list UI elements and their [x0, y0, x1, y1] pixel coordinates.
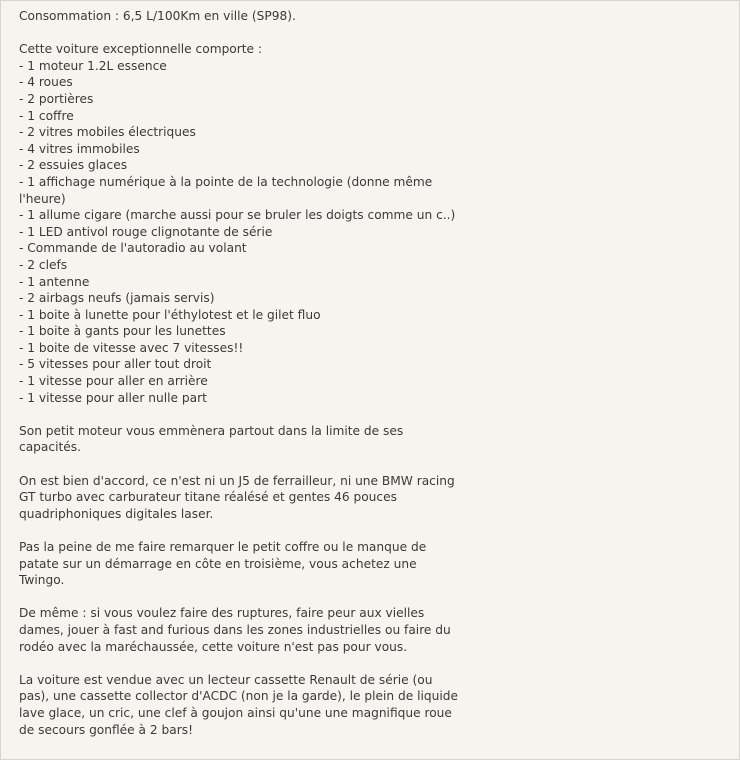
feature-item: - 1 antenne [19, 274, 90, 289]
consumption-line: Consommation : 6,5 L/100Km en ville (SP98). [19, 9, 296, 23]
feature-item: - 2 essuies glaces [19, 158, 128, 173]
trunk-paragraph [19, 539, 719, 589]
paragraph-line: pas), une cassette collector d'ACDC (non je la garde), le plein de liquide [19, 689, 458, 704]
feature-item: - 4 roues [19, 75, 73, 90]
paragraph-line: Twingo. [19, 573, 65, 588]
feature-item: - 1 vitesse pour aller nulle part [19, 390, 207, 405]
features-heading: Cette voiture exceptionnelle comporte : [19, 42, 263, 57]
paragraph-line: On est bien d'accord, ce n'est ni un J5 de ferrailleur, ni une BMW racing [19, 473, 455, 488]
paragraph-line: Son petit moteur vous emmènera partout dans la limite de ses [19, 423, 404, 438]
paragraph-line: de secours gonflée à 2 bars! [19, 722, 193, 737]
engine-paragraph [19, 423, 719, 456]
feature-item: - 2 vitres mobiles électriques [19, 125, 196, 140]
paragraph-line: dames, jouer à fast and furious dans les zones industrielles ou faire du [19, 622, 451, 637]
paragraph-line: La voiture est vendue avec un lecteur cassette Renault de série (ou [19, 672, 433, 687]
comparison-paragraph [19, 473, 719, 523]
feature-item: - 2 portières [19, 91, 94, 106]
paragraph-line: De même : si vous voulez faire des ruptures, faire peur aux vielles [19, 606, 425, 621]
feature-item: - 4 vitres immobiles [19, 141, 140, 156]
feature-item: - 1 vitesse pour aller en arrière [19, 374, 208, 389]
feature-item: - 1 coffre [19, 108, 74, 123]
feature-item: - 2 airbags neufs (jamais servis) [19, 291, 215, 306]
listing-text [19, 8, 719, 755]
feature-item: - 1 moteur 1.2L essence [19, 58, 167, 73]
feature-item: l'heure) [19, 191, 66, 206]
extras-paragraph [19, 672, 719, 738]
paragraph-line: Pas la peine de me faire remarquer le petit coffre ou le manque de [19, 540, 427, 554]
feature-item: - Commande de l'autoradio au volant [19, 241, 247, 256]
paragraph-line: lave glace, un cric, une clef à goujon ainsi qu'une une magnifique roue [19, 705, 452, 720]
paragraph-line: capacités. [19, 440, 81, 455]
feature-item: - 1 LED antivol rouge clignotante de série [19, 224, 273, 239]
paragraph-line: quadriphoniques digitales laser. [19, 506, 214, 521]
paragraph-line: GT turbo avec carburateur titane réalésé et gentes 46 pouces [19, 490, 397, 505]
feature-item: - 1 boite de vitesse avec 7 vitesses!! [19, 340, 244, 355]
feature-item: - 1 boite à gants pour les lunettes [19, 324, 226, 339]
features-section [19, 41, 719, 406]
feature-item: - 2 clefs [19, 257, 68, 272]
consumption-paragraph [19, 8, 719, 25]
paragraph-line: patate sur un démarrage en côte en troisième, vous achetez une [19, 556, 417, 571]
feature-item: - 5 vitesses pour aller tout droit [19, 357, 212, 372]
feature-item: - 1 allume cigare (marche aussi pour se bruler les doigts comme un c..) [19, 208, 456, 223]
warning-paragraph [19, 605, 719, 655]
paragraph-line: rodéo avec la maréchaussée, cette voiture n'est pas pour vous. [19, 639, 408, 654]
feature-item: - 1 boite à lunette pour l'éthylotest et le gilet fluo [19, 307, 321, 322]
feature-item: - 1 affichage numérique à la pointe de la technologie (donne même [19, 174, 433, 189]
features-list [19, 58, 719, 406]
